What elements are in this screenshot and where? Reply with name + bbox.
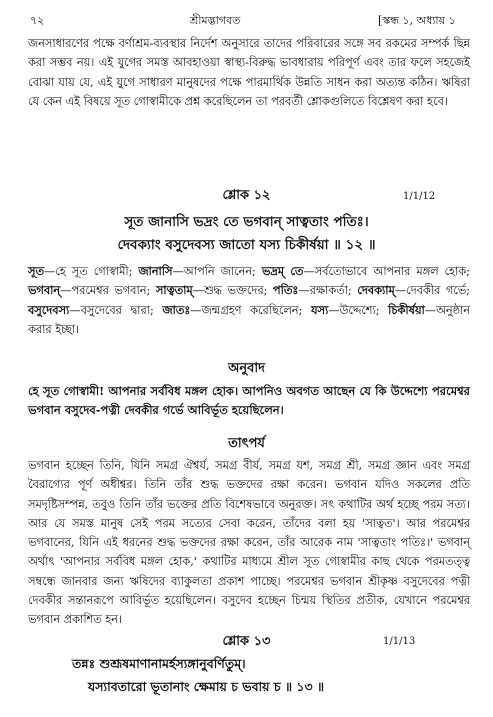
purport-text: ভগবান হচ্ছেন তিনি, যিনি সমগ্র ঐশ্বর্য, সমগ্র বীর্য, সমগ্র যশ, সমগ্র শ্রী, সমগ্র জ্ঞান এবং সমগ্র বৈরাগ্যের পূর্ণ অধীশ্বর। তিনি তাঁর শুদ্ধ ভক্তদের রক্ষা করেন। ভগবান যদিও সকলের প্রতি সমদৃষ্টিসম্পন্ন, তবুও তিনি তাঁর ভক্তের প্রতি বিশেষভাবে অনুরক্ত। সৎ কথাটির অর্থ হচ্ছে পরম সত্য। আর যে সমস্ত মানুষ সেই পরম সত্যের সেবা করেন, তাঁদের বলা হয় 'সাত্বত'। আর পরমেশ্বর ভগবানের, যিনি এই ধরনের শুদ্ধ ভক্তদের রক্ষা করেন, তাঁর আরেক নাম 'সাত্বতাং পতিঃ।' ভগবান্ অর্থাৎ 'আপনার সর্ববিধ মঙ্গল হোক,' কথাটির মাধ্যমে শ্রীল সূত গোস্বামীর কাছ থেকে পরমতত্ত্ব সম্বন্ধে জানবার জন্য ঋষিদের ব্যাকুলতা প্রকাশ পাচ্ছে। পরমেশ্বর ভগবান শ্রীকৃষ্ণ বসুদেবের পত্নী দেবকীর সন্তানরূপে আবির্ভূত হয়েছিলেন। বসুদেব হচ্ছেন চিন্ময় স্থিতির প্রতীক, যেখানে পরমেশ্বর ভগবান প্রকাশিত হন।: [28, 459, 470, 627]
synonym-meaning: —বসুদেবের দ্বারা;: [69, 303, 163, 317]
running-title: শ্রীমদ্ভাগবত: [190, 14, 241, 27]
verse-13-line-2: যস্যাবতারো ভূতানাং ক্ষেমায় চ ভবায় চ ॥ ১৩ ॥: [88, 679, 325, 694]
synonym-word: ভদ্রম্ তে: [261, 264, 304, 278]
verse-12-heading: শ্লোক ১২: [222, 188, 271, 203]
synonym-meaning: —উদ্দেশ্যে;: [328, 303, 389, 317]
synonym-meaning: —রক্ষাকর্তা;: [298, 284, 358, 298]
verse-12-line-1: সূত জানাসি ভদ্রং তে ভগবান্ সাত্বতাং পতিঃ।: [124, 214, 369, 230]
translation-text: হে সূত গোস্বামী! আপনার সর্ববিধ মঙ্গল হোক। আপনিও অবগত আছেন যে কি উদ্দেশ্যে পরমেশ্বর ভগবান বসুদেব-পত্নী দেবকীর গর্ভে আবির্ভূত হয়েছিলেন।: [28, 384, 470, 417]
verse-13-line-1: তন্নঃ শুশ্রূষমাণানামর্হস্যঙ্গানুবর্ণিতুম্।: [72, 656, 246, 671]
synonym-meaning: —আপনি জানেন;: [172, 265, 262, 278]
chapter-reference: [স্কন্ধ ১, অধ্যায় ১: [378, 14, 456, 27]
word-for-word: [28, 262, 470, 339]
synonym-word: দেবক্যাম্: [357, 283, 395, 298]
translation-heading: অনুবাদ: [228, 361, 265, 376]
synonym-word: সূত: [28, 264, 44, 278]
synonym-word: যস্য: [310, 302, 329, 317]
verse-13-heading: শ্লোক ১৩: [222, 634, 271, 649]
synonym-meaning: —হে সূত গোস্বামী;: [43, 265, 139, 278]
purport-heading: তাৎপর্য: [228, 436, 265, 451]
synonym-word: চিকীর্ষয়া: [388, 302, 425, 317]
intro-paragraph: জনসাধারণের পক্ষে বর্ণাশ্রম-ব্যবস্থার নির্দেশ অনুসারে তাদের পরিবারের সঙ্গে সব রকমের সম্পর্ক ছিন্ন করা সম্ভব নয়। এই যুগের সমস্ত আবহাওয়া স্বাস্থ্য-বিরুদ্ধ ভাবধারায় পরিপূর্ণ এবং তার ফলে সহজেই বোঝা যায় যে, এই যুগে সাধারণ মানুষদের পক্ষে পারমার্থিক উন্নতি সাধন করা অত্যন্ত কঠিন। ঋষিরা যে কেন এই বিষয়ে সূত গোস্বামীকে প্রশ্ন করেছিলেন তা পরবর্তী শ্লোকগুলিতে বিশ্লেষণ করা হবে।: [28, 37, 470, 108]
synonym-meaning: —শুদ্ধ ভক্তদের;: [192, 284, 273, 298]
synonym-word: পতিঃ: [272, 283, 299, 298]
page-number: ৭২: [30, 14, 45, 27]
synonym-meaning: —অনুষ্ঠান করার ইচ্ছা।: [28, 303, 470, 336]
synonym-meaning: —পরমেশ্বর ভগবান;: [60, 284, 156, 298]
synonym-meaning: —জন্মগ্রহণ করেছিলেন;: [190, 303, 311, 317]
synonym-meaning: —দেবকীর গর্ভে;: [394, 284, 470, 298]
verse-12-line-2: দেবক্যাং বসুদেবস্য জাতো যস্য চিকীর্ষয়া ॥ ১২ ॥: [117, 237, 376, 253]
synonym-word: জানাসি: [138, 264, 173, 278]
synonym-word: ভগবান্: [28, 283, 61, 298]
synonym-meaning: —সর্বতোভাবে আপনার মঙ্গল হোক;: [303, 265, 470, 278]
verse-13-ref: 1/1/13: [383, 636, 416, 647]
synonym-word: বসুদেবস্য: [28, 302, 70, 317]
synonym-word: সাত্বতাম্: [155, 283, 193, 298]
synonym-word: জাতঃ: [162, 302, 191, 317]
verse-12-ref: 1/1/12: [403, 191, 436, 202]
